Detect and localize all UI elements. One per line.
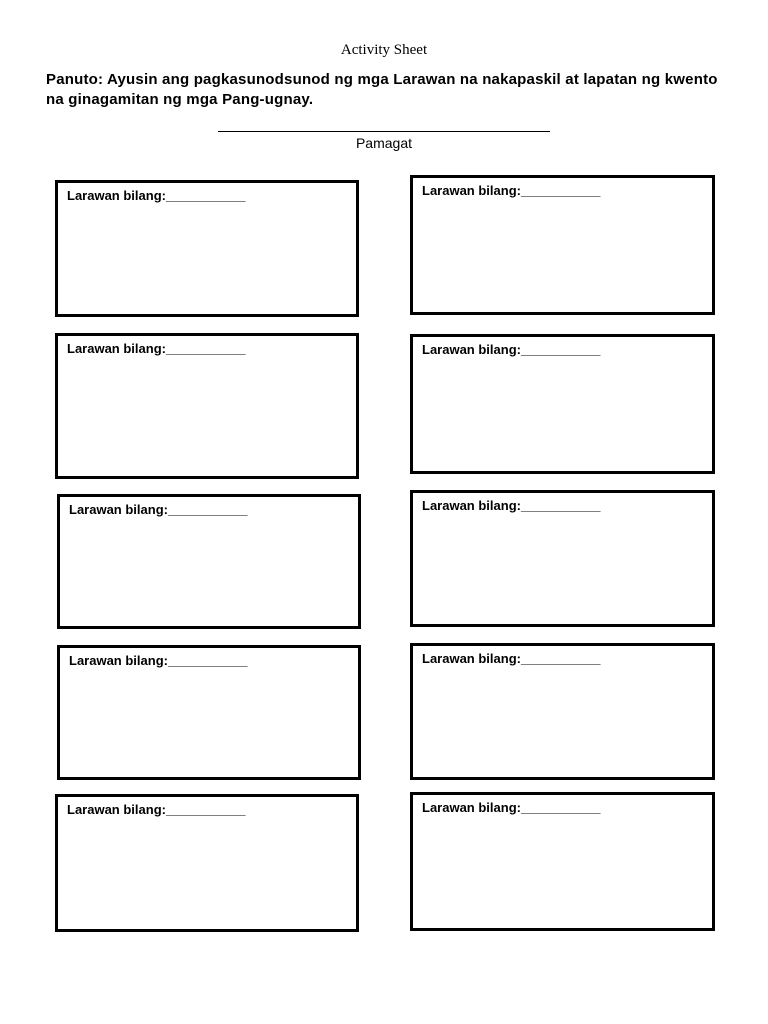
- picture-box: [57, 645, 361, 780]
- sheet-title: Activity Sheet: [340, 42, 428, 58]
- picture-number-label: Larawan bilang:___________: [422, 498, 601, 513]
- instructions-text: Panuto: Ayusin ang pagkasunodsunod ng mga Larawan na nakapaskil at lapatan ng kwento na ginagamitan ng mga Pang-ugnay.: [46, 71, 718, 108]
- picture-number-label: Larawan bilang:___________: [422, 651, 601, 666]
- picture-box: [410, 490, 715, 627]
- picture-box: [410, 643, 715, 780]
- picture-number-label: Larawan bilang:___________: [422, 342, 601, 357]
- picture-box: [57, 494, 361, 629]
- picture-number-label: Larawan bilang:___________: [67, 802, 246, 817]
- picture-number-label: Larawan bilang:___________: [422, 183, 601, 198]
- picture-number-label: Larawan bilang:___________: [69, 653, 248, 668]
- picture-number-label: Larawan bilang:___________: [67, 188, 246, 203]
- picture-box: [55, 180, 359, 317]
- picture-number-label: Larawan bilang:___________: [69, 502, 248, 517]
- picture-number-label: Larawan bilang:___________: [67, 341, 246, 356]
- picture-box: [410, 792, 715, 931]
- picture-box: [55, 794, 359, 932]
- picture-box: [55, 333, 359, 479]
- title-field-label: Pamagat: [355, 135, 413, 151]
- title-blank-line: [218, 131, 550, 132]
- picture-box: [410, 175, 715, 315]
- picture-box: [410, 334, 715, 474]
- picture-number-label: Larawan bilang:___________: [422, 800, 601, 815]
